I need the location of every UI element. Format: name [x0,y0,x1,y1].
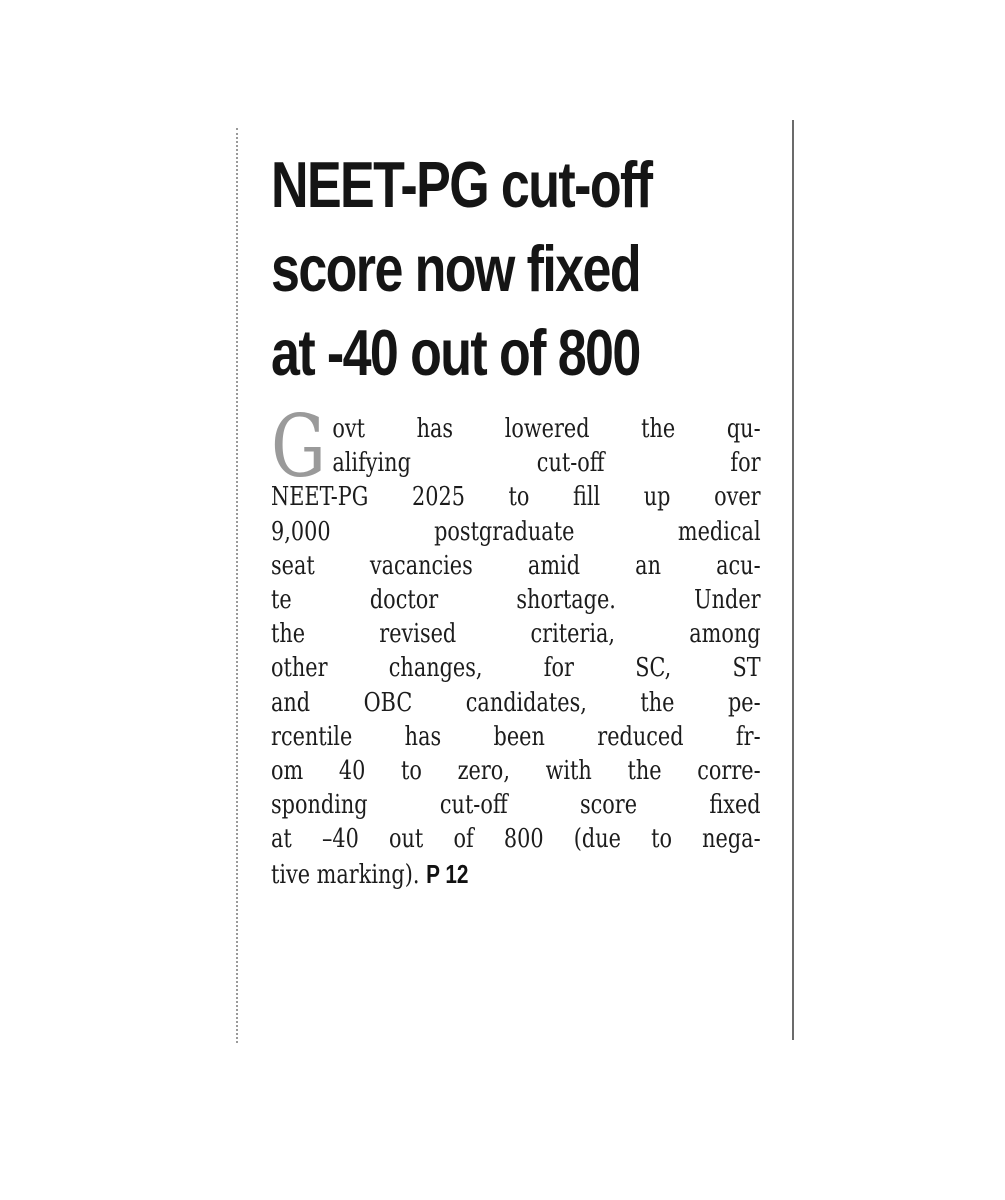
article-line-5: seat vacancies amid an acu- [271,550,761,581]
headline-line-2: score now fixed [271,232,640,305]
article-line-1: ovt has lowered the qu- [332,414,761,444]
dotted-column-rule [236,128,238,1043]
article-line-2: alifying cut-off for [332,448,761,479]
article-line-13: at –40 out of 800 (due to nega- [271,824,761,855]
article-last-text: tive marking). [271,859,420,890]
headline [271,143,761,395]
headline-line-3: at -40 out of 800 [271,316,640,389]
solid-column-rule [792,120,794,1040]
article-line-10: rcentile has been reduced fr- [271,721,761,752]
article-line-6: te doctor shortage. Under [271,585,761,616]
article-body [271,397,761,892]
article-line-3: NEET-PG 2025 to fill up over [271,482,761,513]
article-line-4: 9,000 postgraduate medical [271,516,761,547]
news-clipping [271,143,761,892]
article-line-14 [271,857,761,892]
article-line-8: other changes, for SC, ST [271,653,761,684]
drop-cap: G [271,397,326,497]
headline-line-1: NEET-PG cut-off [271,148,652,221]
article-line-7: the revised criteria, among [271,619,761,650]
article-line-11: om 40 to zero, with the corre- [271,756,761,787]
page-reference: P 12 [426,858,469,889]
article-line-9: and OBC candidates, the pe- [271,687,761,718]
article-line-12: sponding cut-off score fixed [271,790,761,821]
